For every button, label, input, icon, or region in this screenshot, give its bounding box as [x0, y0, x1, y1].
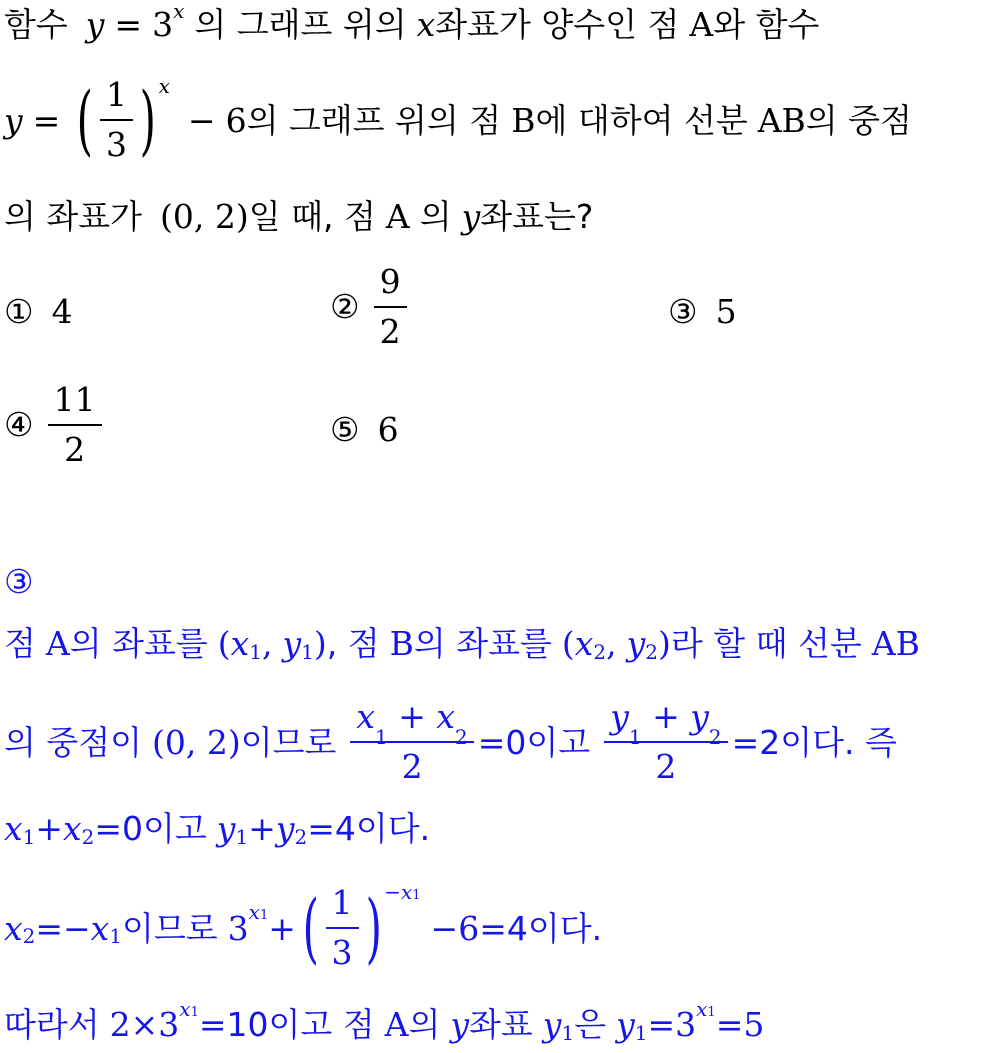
point-a: A: [384, 1005, 409, 1044]
math-plus: +: [398, 697, 426, 737]
math-x: x: [574, 624, 594, 663]
math-y: y: [690, 697, 709, 737]
math-base: 3: [152, 5, 174, 44]
value: 0: [122, 809, 144, 848]
math-x: x: [63, 809, 82, 848]
exp-var: x: [179, 996, 191, 1021]
point-a: A: [45, 624, 70, 663]
math-y: y: [450, 1005, 470, 1044]
math-plus: +: [268, 908, 296, 948]
numerator: [604, 697, 727, 749]
math-eq: =: [307, 809, 335, 848]
math-y: y: [85, 5, 105, 44]
option-value: 4: [51, 292, 73, 331]
value: 2: [759, 722, 781, 762]
value: 0: [505, 722, 527, 762]
paren: ): [313, 624, 327, 663]
text: 의 좌표가: [4, 197, 143, 236]
point-a: A: [385, 197, 410, 236]
solution-line-5: 따라서 2 × 3 $^{x1}$ = 10 이고 점 A 의 y 좌표 y $_1$ 은 y $_1$ = 3 $^{x1}$ = 5: [4, 996, 765, 1045]
text: 에 대하여 선분: [535, 100, 748, 140]
math-x: x: [416, 5, 436, 44]
text: 이고: [526, 722, 591, 762]
math-minus: −: [187, 100, 216, 140]
exp-sub: 1: [259, 908, 269, 923]
text: 이고: [143, 809, 207, 848]
text: 은: [574, 1005, 607, 1044]
math-plus: +: [652, 697, 680, 737]
option-value: 5: [715, 292, 737, 331]
math-eq: =: [647, 1005, 676, 1044]
math-y: y: [461, 197, 481, 236]
text: 의 좌표를: [413, 624, 552, 663]
math-minus: −: [430, 908, 459, 948]
segment-ab: AB: [871, 624, 920, 663]
denominator: 2: [401, 747, 423, 786]
text: , 점: [326, 624, 380, 663]
left-paren: (: [76, 75, 94, 164]
numerator: 9: [374, 262, 407, 308]
numerator: 1: [326, 883, 359, 929]
math-x: x: [356, 697, 376, 737]
text: 함수: [4, 5, 68, 44]
option-2[interactable]: [330, 262, 411, 351]
exp-var: −x: [384, 880, 413, 904]
text: 좌표: [469, 1005, 533, 1044]
comma: ,: [261, 624, 273, 663]
math-eq: =: [731, 722, 760, 762]
denominator: 2: [64, 429, 86, 469]
text: 이다.: [355, 809, 431, 848]
text: 일 때, 점: [248, 197, 376, 236]
denominator: 3: [331, 933, 353, 972]
math-x: x: [436, 697, 456, 737]
exp-var: x: [696, 996, 708, 1021]
answer-choice: ③: [4, 562, 34, 601]
value: 4: [506, 908, 528, 948]
subscript: 2: [455, 725, 468, 749]
math-base: 3: [675, 1005, 697, 1044]
math-six: 6: [225, 100, 247, 140]
text: 이고 점: [268, 1005, 375, 1044]
math-plus: +: [248, 809, 276, 848]
math-eq: =: [32, 100, 61, 140]
text: 좌표가 양수인 점: [435, 5, 680, 44]
exp-var: x: [248, 900, 260, 924]
option-mark: ①: [4, 292, 34, 331]
numerator: 1: [100, 75, 133, 121]
paren: ): [658, 624, 671, 663]
question-line-3: [4, 197, 594, 236]
point-coord: (0, 2): [152, 722, 241, 762]
math-times: ×: [130, 1005, 159, 1044]
option-fraction: [374, 262, 407, 351]
solution-line-3: x $_1$ + x $_2$ = 0 이고 y $_1$ + y $_2$ = 4 이다.: [4, 809, 431, 849]
text: 와 함수: [713, 5, 820, 44]
subscript: 1: [375, 725, 388, 749]
text: 좌표는?: [480, 197, 594, 236]
math-eq: =−: [35, 908, 91, 948]
right-paren: ): [139, 75, 156, 164]
text: 의 좌표를: [69, 624, 208, 663]
math-base: 3: [158, 1005, 180, 1044]
subscript: 1: [628, 725, 642, 749]
math-exponent: [248, 900, 269, 924]
solution-line-1: 점 A 의 좌표를 ( x $_1$ , y $_1$ ) , 점 B 의 좌표를 ( x $_2$ , y $_2$ ) 라 할 때 선분 AB: [4, 624, 920, 664]
math-eq: =: [479, 908, 507, 948]
option-mark: ⑤: [330, 410, 360, 449]
math-y: y: [4, 100, 23, 140]
text: 의: [408, 1005, 441, 1044]
math-y: y: [542, 1005, 562, 1044]
solution-line-2: [4, 696, 897, 788]
option-value: 6: [377, 410, 399, 449]
text: 의 중점이: [4, 722, 143, 762]
exp-sub: 1: [707, 1004, 716, 1020]
math-exponent: [696, 996, 716, 1021]
math-eq: =: [198, 1005, 227, 1044]
solution-line-4: x $_2$ =− x $_1$ 이므로 3 $^{x1}$ + ( $\frac{1}{3}$ ) $^{-x1}$ − 6 = 4 이다.: [4, 880, 603, 972]
subscript: 2: [708, 725, 722, 749]
question-line-2: y = ( $\frac{1}{3}$ ) $^x$ − 6 의 그래프 위의 점 B 에 대하여 선분 AB 의 중점: [4, 74, 912, 164]
math-x: x: [230, 624, 250, 663]
math-y: y: [616, 1005, 635, 1044]
math-exponent: [179, 996, 199, 1021]
math-eq: =: [477, 722, 506, 762]
option-4[interactable]: [4, 380, 106, 469]
segment-ab: AB: [757, 100, 806, 140]
text: 이다. 즉: [780, 722, 897, 762]
math-y: y: [216, 809, 236, 848]
denominator: 3: [105, 125, 127, 164]
text: 점: [4, 624, 36, 663]
math-eq: =: [114, 5, 143, 44]
value: 4: [334, 809, 356, 848]
comma: ,: [606, 624, 617, 663]
math-y: y: [282, 624, 302, 663]
option-mark: ④: [4, 405, 34, 445]
text: 의 그래프 위의: [194, 5, 407, 44]
point-b: B: [511, 100, 536, 140]
text: 의 중점: [805, 100, 912, 140]
option-mark: ②: [330, 287, 360, 327]
numerator: 11: [48, 380, 102, 426]
exp-sub: 1: [190, 1004, 199, 1020]
text: 이므로: [122, 908, 218, 948]
math-eq: =: [94, 809, 123, 848]
value: 5: [743, 1005, 765, 1044]
option-5[interactable]: [330, 410, 399, 449]
fraction-one-third: [326, 883, 359, 972]
option-fraction: [48, 380, 102, 469]
math-x: x: [4, 908, 23, 948]
text: 라 할 때 선분: [670, 624, 862, 663]
left-paren: (: [302, 883, 319, 972]
point-coord: (0, 2): [160, 197, 249, 236]
text: 따라서: [4, 1005, 100, 1044]
math-x: x: [4, 809, 23, 848]
paren: (: [561, 624, 575, 663]
value: 6: [458, 908, 480, 948]
text: 의 그래프 위의 점: [246, 100, 502, 140]
exp-sub: 1: [412, 888, 421, 903]
text: 이다.: [527, 908, 603, 948]
math-exponent: [384, 880, 421, 904]
question-line-1: 함수 y = 3 $^x$ 의 그래프 위의 x 좌표가 양수인 점 A 와 함수: [4, 0, 820, 44]
right-paren: ): [365, 883, 382, 972]
denominator: 2: [655, 747, 677, 786]
point-b: B: [389, 624, 414, 663]
math-y: y: [610, 697, 629, 737]
numerator: [350, 697, 473, 749]
text: 의: [419, 197, 452, 236]
math-eq: =: [715, 1005, 744, 1044]
math-base: 3: [227, 908, 249, 948]
fraction-y-midpoint: [604, 697, 727, 786]
fraction-x-midpoint: [350, 697, 473, 786]
point-a: A: [689, 5, 714, 44]
math-y: y: [626, 624, 646, 663]
denominator: 2: [379, 311, 401, 351]
fraction-one-third: [100, 75, 133, 164]
math-x: x: [90, 908, 110, 948]
value: 2: [109, 1005, 131, 1044]
option-3[interactable]: [668, 292, 737, 331]
math-plus: +: [35, 809, 64, 848]
option-1[interactable]: [4, 292, 73, 331]
text: 이므로: [240, 722, 337, 762]
paren: (: [217, 624, 231, 663]
value: 10: [226, 1005, 269, 1044]
answer-mark: [4, 562, 34, 601]
math-y: y: [275, 809, 295, 848]
option-mark: ③: [668, 292, 698, 331]
